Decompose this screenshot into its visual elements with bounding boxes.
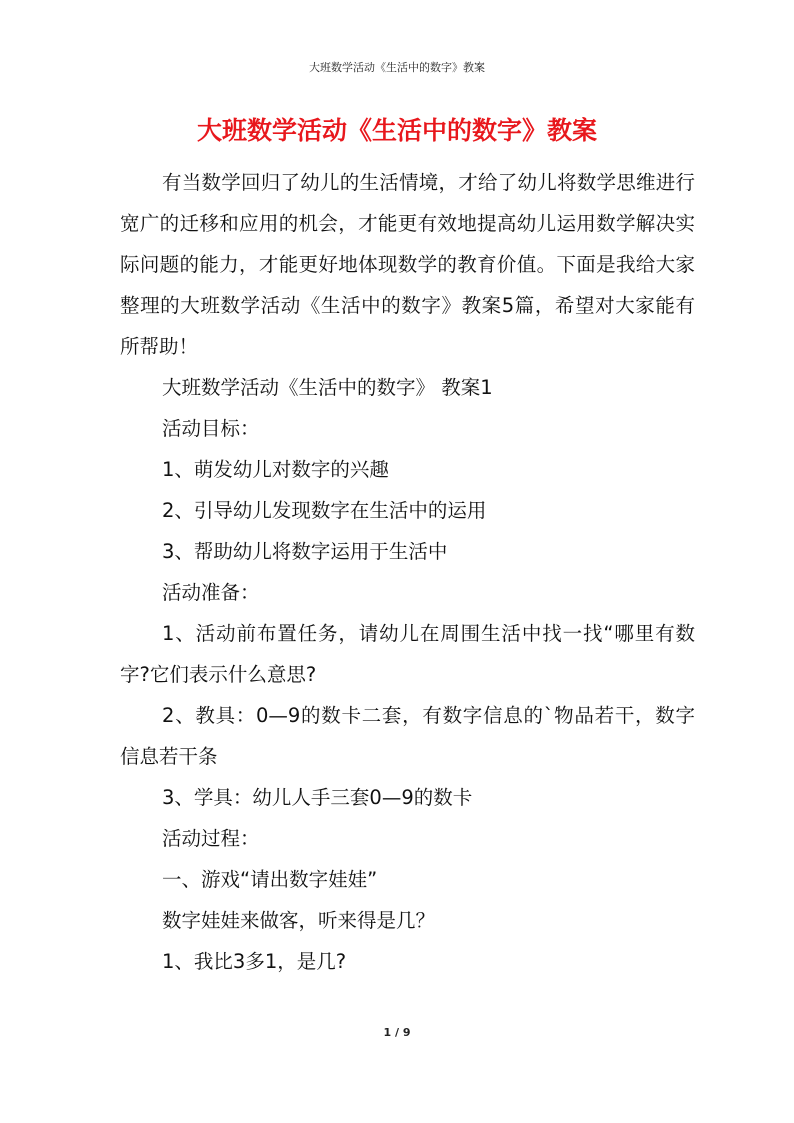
preparation-item: 1、活动前布置任务，请幼儿在周围生活中找一找“哪里有数字?它们表示什么意思? bbox=[120, 622, 695, 686]
document-title: 大班数学活动《生活中的数字》教案 bbox=[196, 116, 597, 145]
subheading-goals: 活动目标： bbox=[162, 417, 260, 440]
goal-item: 3、帮助幼儿将数字运用于生活中 bbox=[162, 540, 448, 563]
running-header: 大班数学活动《生活中的数字》教案 bbox=[309, 61, 485, 74]
document-body bbox=[120, 162, 695, 982]
process-question: 1、我比3多1，是几? bbox=[162, 950, 347, 973]
process-text: 数字娃娃来做客，听来得是几？ bbox=[162, 909, 436, 932]
intro-paragraph: 有当数学回归了幼儿的生活情境，才给了幼儿将数学思维进行宽广的迁移和应用的机会，才能更有效地提高幼儿运用数学解决实际问题的能力，才能更好地体现数学的教育价值。下面是我给大家整理的大班数学活动《生活中的数字》教案5篇，希望对大家能有所帮助！ bbox=[120, 171, 695, 358]
process-step: 一、游戏“请出数字娃娃” bbox=[162, 868, 378, 891]
preparation-item: 3、学具：幼儿人手三套0—9的数卡 bbox=[162, 786, 473, 809]
subheading-preparation: 活动准备： bbox=[162, 581, 260, 604]
goal-item: 1、萌发幼儿对数字的兴趣 bbox=[162, 458, 389, 481]
subheading-process: 活动过程： bbox=[162, 827, 260, 850]
goal-item: 2、引导幼儿发现数字在生活中的运用 bbox=[162, 499, 487, 522]
preparation-item: 2、教具：0—9的数卡二套，有数字信息的`物品若干，数字信息若干条 bbox=[120, 704, 695, 768]
section-heading: 大班数学活动《生活中的数字》 教案1 bbox=[162, 376, 493, 399]
page-number: 1 / 9 bbox=[383, 1026, 411, 1039]
